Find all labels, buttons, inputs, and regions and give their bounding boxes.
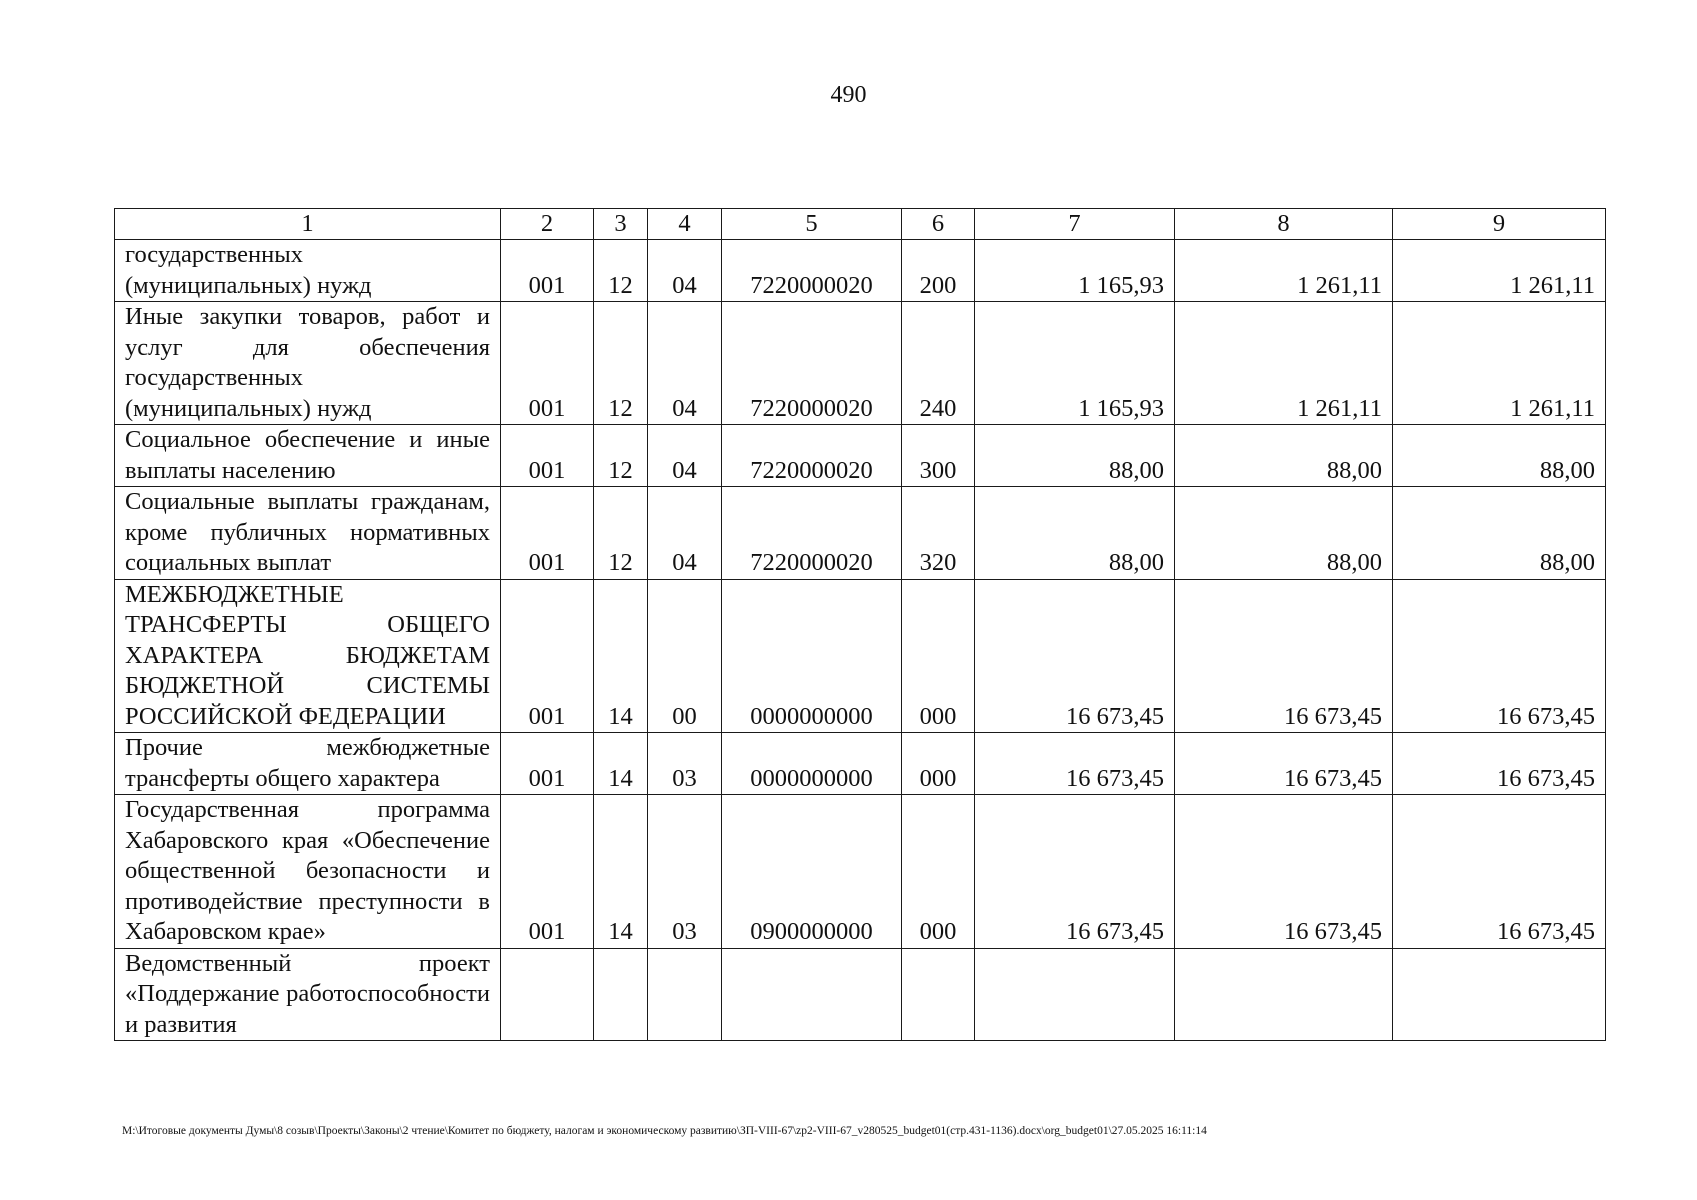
cell-subsection-code: 00 xyxy=(648,579,722,733)
cell-amount-9: 88,00 xyxy=(1393,487,1606,580)
cell-amount-7 xyxy=(975,948,1175,1041)
column-header: 5 xyxy=(722,209,902,240)
cell-expense-type: 300 xyxy=(902,425,975,487)
table-header-row xyxy=(115,209,1606,240)
column-header: 7 xyxy=(975,209,1175,240)
cell-amount-9: 1 261,11 xyxy=(1393,302,1606,425)
column-header: 6 xyxy=(902,209,975,240)
table-row xyxy=(115,579,1606,733)
cell-ministry-code: 001 xyxy=(501,795,594,949)
cell-subsection-code: 03 xyxy=(648,795,722,949)
cell-target-article: 7220000020 xyxy=(722,425,902,487)
cell-amount-7: 16 673,45 xyxy=(975,579,1175,733)
cell-subsection-code: 04 xyxy=(648,302,722,425)
cell-amount-9: 88,00 xyxy=(1393,425,1606,487)
cell-ministry-code: 001 xyxy=(501,425,594,487)
cell-amount-9: 1 261,11 xyxy=(1393,240,1606,302)
cell-amount-8: 16 673,45 xyxy=(1175,733,1393,795)
cell-amount-7: 1 165,93 xyxy=(975,302,1175,425)
cell-section-code xyxy=(594,948,648,1041)
row-name: Социальные выплаты гражданам, кроме публичных нормативных социальных выплат xyxy=(115,487,501,580)
row-name: Иные закупки товаров, работ и услуг для обеспечения государственных (муниципальных) нужд xyxy=(115,302,501,425)
cell-amount-8: 1 261,11 xyxy=(1175,240,1393,302)
cell-ministry-code: 001 xyxy=(501,579,594,733)
cell-section-code: 14 xyxy=(594,733,648,795)
cell-amount-9: 16 673,45 xyxy=(1393,579,1606,733)
cell-section-code: 12 xyxy=(594,240,648,302)
column-header: 2 xyxy=(501,209,594,240)
row-name: Социальное обеспечение и иные выплаты населению xyxy=(115,425,501,487)
cell-target-article: 7220000020 xyxy=(722,302,902,425)
cell-amount-7: 16 673,45 xyxy=(975,733,1175,795)
cell-amount-8: 1 261,11 xyxy=(1175,302,1393,425)
cell-expense-type: 000 xyxy=(902,733,975,795)
cell-ministry-code: 001 xyxy=(501,302,594,425)
cell-target-article: 0000000000 xyxy=(722,579,902,733)
cell-target-article xyxy=(722,948,902,1041)
cell-amount-8: 88,00 xyxy=(1175,487,1393,580)
cell-expense-type: 000 xyxy=(902,795,975,949)
footer-file-path: M:\Итоговые документы Думы\8 созыв\Проекты\Законы\2 чтение\Комитет по бюджету, налогам и экономическому развитию\ЗП-VIII-67\zp2-VIII-67_v280525_budget01(стр.431-1136).docx\org_budget01\27.05.2025 16:11:14 xyxy=(122,1125,1207,1137)
row-name: Ведомственный проект «Поддержание работоспособности и развития xyxy=(115,948,501,1041)
cell-section-code: 12 xyxy=(594,487,648,580)
row-name: МЕЖБЮДЖЕТНЫЕ ТРАНСФЕРТЫ ОБЩЕГО ХАРАКТЕРА БЮДЖЕТАМ БЮДЖЕТНОЙ СИСТЕМЫ РОССИЙСКОЙ ФЕДЕРАЦИИ xyxy=(115,579,501,733)
row-name: Государственная программа Хабаровского края «Обеспечение общественной безопасности и противодействие преступности в Хабаровском крае» xyxy=(115,795,501,949)
cell-amount-7: 1 165,93 xyxy=(975,240,1175,302)
table-row xyxy=(115,302,1606,425)
table-row xyxy=(115,948,1606,1041)
column-header: 8 xyxy=(1175,209,1393,240)
cell-subsection-code xyxy=(648,948,722,1041)
table-row xyxy=(115,733,1606,795)
cell-ministry-code: 001 xyxy=(501,733,594,795)
cell-ministry-code xyxy=(501,948,594,1041)
table-row xyxy=(115,240,1606,302)
cell-amount-9: 16 673,45 xyxy=(1393,733,1606,795)
cell-target-article: 7220000020 xyxy=(722,240,902,302)
cell-amount-8: 16 673,45 xyxy=(1175,795,1393,949)
cell-expense-type: 240 xyxy=(902,302,975,425)
cell-expense-type: 200 xyxy=(902,240,975,302)
cell-subsection-code: 03 xyxy=(648,733,722,795)
column-header: 9 xyxy=(1393,209,1606,240)
cell-amount-9 xyxy=(1393,948,1606,1041)
cell-target-article: 0000000000 xyxy=(722,733,902,795)
column-header: 1 xyxy=(115,209,501,240)
cell-amount-8 xyxy=(1175,948,1393,1041)
cell-subsection-code: 04 xyxy=(648,487,722,580)
cell-amount-8: 16 673,45 xyxy=(1175,579,1393,733)
cell-section-code: 12 xyxy=(594,425,648,487)
budget-table xyxy=(114,208,1606,1041)
cell-ministry-code: 001 xyxy=(501,240,594,302)
row-name: Прочие межбюджетные трансферты общего характера xyxy=(115,733,501,795)
cell-target-article: 7220000020 xyxy=(722,487,902,580)
table-row xyxy=(115,795,1606,949)
cell-amount-9: 16 673,45 xyxy=(1393,795,1606,949)
cell-target-article: 0900000000 xyxy=(722,795,902,949)
table-row xyxy=(115,425,1606,487)
cell-ministry-code: 001 xyxy=(501,487,594,580)
cell-amount-7: 16 673,45 xyxy=(975,795,1175,949)
cell-subsection-code: 04 xyxy=(648,240,722,302)
page-number: 490 xyxy=(830,82,867,108)
cell-amount-8: 88,00 xyxy=(1175,425,1393,487)
cell-amount-7: 88,00 xyxy=(975,487,1175,580)
cell-amount-7: 88,00 xyxy=(975,425,1175,487)
column-header: 4 xyxy=(648,209,722,240)
table-row xyxy=(115,487,1606,580)
row-name: государственных (муниципальных) нужд xyxy=(115,240,501,302)
cell-subsection-code: 04 xyxy=(648,425,722,487)
cell-expense-type: 000 xyxy=(902,579,975,733)
cell-expense-type xyxy=(902,948,975,1041)
cell-section-code: 14 xyxy=(594,795,648,949)
column-header: 3 xyxy=(594,209,648,240)
cell-section-code: 12 xyxy=(594,302,648,425)
cell-section-code: 14 xyxy=(594,579,648,733)
cell-expense-type: 320 xyxy=(902,487,975,580)
